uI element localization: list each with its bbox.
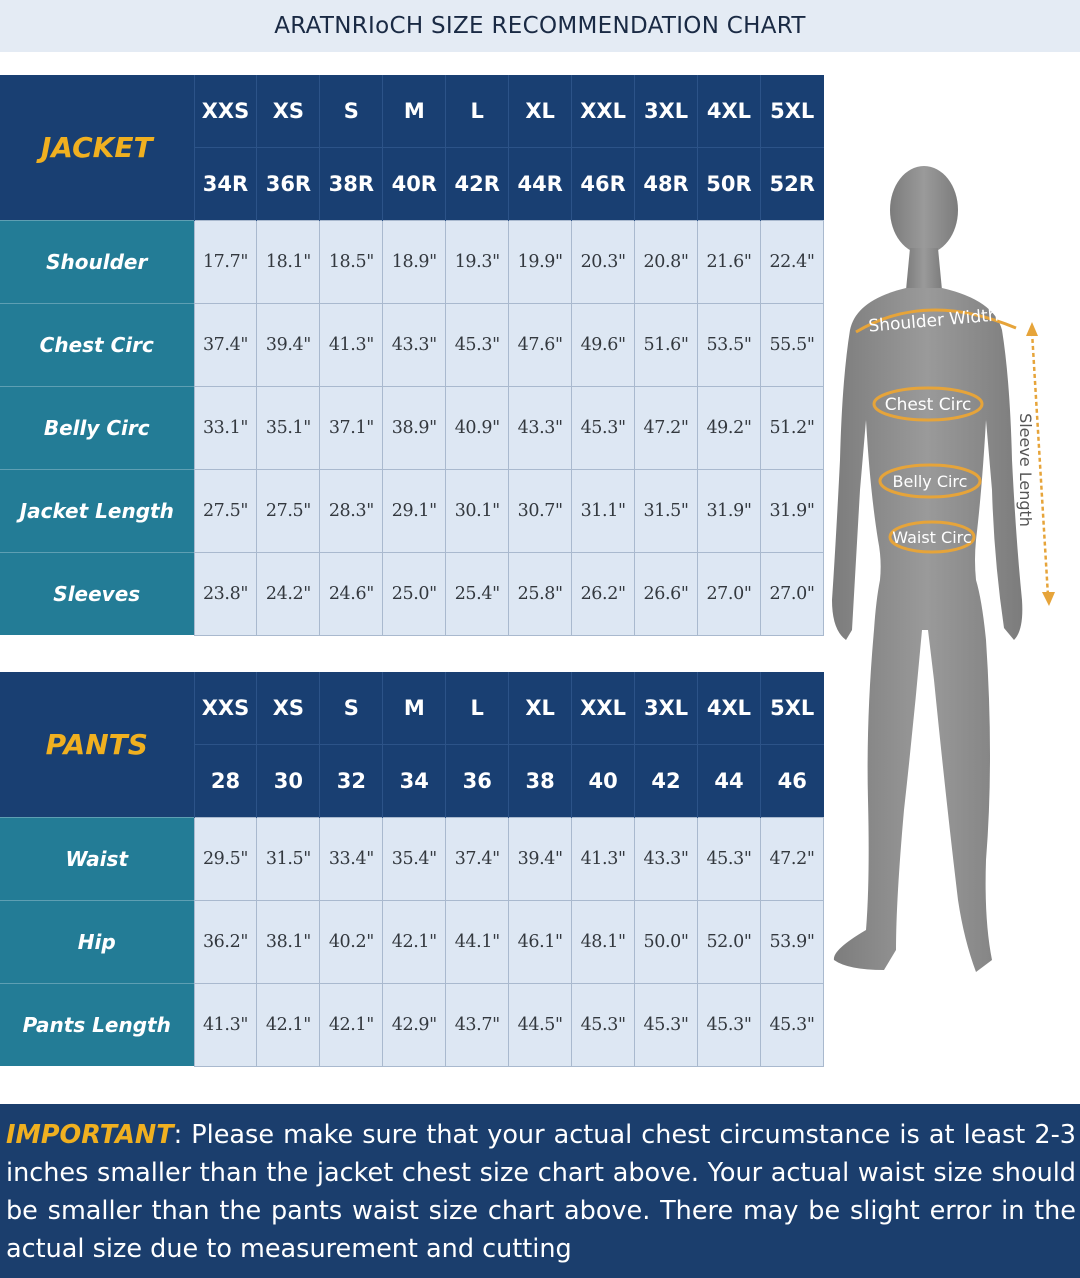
pants-size-code: 44	[698, 744, 761, 817]
jacket-size-code: 38R	[320, 147, 383, 220]
measurement-cell: 51.2"	[760, 386, 823, 469]
measurement-cell: 45.3"	[698, 983, 761, 1066]
jacket-size-code: 44R	[509, 147, 572, 220]
pants-size-header: 3XL	[635, 672, 698, 744]
table-row	[0, 220, 824, 303]
jacket-size-code: 40R	[383, 147, 446, 220]
pants-size-code: 34	[383, 744, 446, 817]
important-body: : Please make sure that your actual chest circumstance is at least 2-3 inches smaller than the jacket chest size chart above. Your actual waist size should be smaller than the pants waist size chart above. There may be slight error in the actual size due to measurement and cutting	[6, 1120, 1076, 1264]
measurement-cell: 47.6"	[509, 303, 572, 386]
measurement-cell: 20.3"	[572, 220, 635, 303]
pants-size-header: XS	[257, 672, 320, 744]
table-row	[0, 900, 824, 983]
pants-heading: PANTS	[0, 672, 194, 817]
jacket-size-header: 5XL	[760, 75, 823, 147]
jacket-heading: JACKET	[0, 75, 194, 220]
row-label: Hip	[0, 900, 194, 983]
measurement-cell: 42.1"	[320, 983, 383, 1066]
jacket-size-header: XL	[509, 75, 572, 147]
measurement-cell: 51.6"	[635, 303, 698, 386]
measurement-cell: 31.5"	[257, 817, 320, 900]
measurement-cell: 22.4"	[760, 220, 823, 303]
measurement-cell: 53.5"	[698, 303, 761, 386]
measurement-cell: 37.1"	[320, 386, 383, 469]
jacket-size-code: 34R	[194, 147, 257, 220]
measurement-cell: 31.5"	[635, 469, 698, 552]
measurement-cell: 31.9"	[698, 469, 761, 552]
measurement-cell: 24.2"	[257, 552, 320, 635]
measurement-cell: 47.2"	[760, 817, 823, 900]
measurement-cell: 30.1"	[446, 469, 509, 552]
jacket-size-code: 50R	[698, 147, 761, 220]
measurement-cell: 17.7"	[194, 220, 257, 303]
jacket-size-header: 4XL	[698, 75, 761, 147]
measurement-cell: 45.3"	[446, 303, 509, 386]
measurement-cell: 49.2"	[698, 386, 761, 469]
measurement-cell: 38.1"	[257, 900, 320, 983]
measurement-cell: 50.0"	[635, 900, 698, 983]
shoulder-width-label: Shoulder Width	[867, 305, 1000, 337]
measurement-cell: 53.9"	[760, 900, 823, 983]
measurement-cell: 45.3"	[572, 983, 635, 1066]
table-row	[0, 552, 824, 635]
measurement-cell: 38.9"	[383, 386, 446, 469]
measurement-cell: 40.9"	[446, 386, 509, 469]
measurement-cell: 44.1"	[446, 900, 509, 983]
measurement-cell: 45.3"	[698, 817, 761, 900]
measurement-cell: 39.4"	[509, 817, 572, 900]
measurement-cell: 29.5"	[194, 817, 257, 900]
measurement-cell: 23.8"	[194, 552, 257, 635]
pants-size-code: 42	[635, 744, 698, 817]
measurement-cell: 25.0"	[383, 552, 446, 635]
jacket-size-header: XS	[257, 75, 320, 147]
measurement-cell: 43.3"	[509, 386, 572, 469]
important-note	[0, 1104, 1080, 1278]
measurement-cell: 37.4"	[194, 303, 257, 386]
row-label: Pants Length	[0, 983, 194, 1066]
measurement-cell: 43.7"	[446, 983, 509, 1066]
measurement-cell: 44.5"	[509, 983, 572, 1066]
chest-circ-label: Chest Circ	[884, 395, 972, 415]
waist-circ-label: Waist Circ	[892, 528, 972, 547]
measurement-cell: 49.6"	[572, 303, 635, 386]
pants-size-header: XXS	[194, 672, 257, 744]
pants-size-header: XXL	[572, 672, 635, 744]
measurement-cell: 33.1"	[194, 386, 257, 469]
pants-size-table	[0, 672, 824, 1067]
pants-size-code: 28	[194, 744, 257, 817]
measurement-cell: 45.3"	[760, 983, 823, 1066]
jacket-size-header: 3XL	[635, 75, 698, 147]
title-bar	[0, 0, 1080, 52]
jacket-size-header: S	[320, 75, 383, 147]
measurement-cell: 27.0"	[698, 552, 761, 635]
important-text	[6, 1116, 1076, 1268]
jacket-size-header: M	[383, 75, 446, 147]
pants-size-header: XL	[509, 672, 572, 744]
measurement-cell: 29.1"	[383, 469, 446, 552]
row-label: Belly Circ	[0, 386, 194, 469]
measurement-cell: 55.5"	[760, 303, 823, 386]
measurement-cell: 30.7"	[509, 469, 572, 552]
jacket-size-table	[0, 75, 824, 636]
jacket-size-code: 52R	[760, 147, 823, 220]
measurement-cell: 27.5"	[194, 469, 257, 552]
pants-size-code: 32	[320, 744, 383, 817]
measurement-cell: 27.5"	[257, 469, 320, 552]
measurement-cell: 19.3"	[446, 220, 509, 303]
measurement-cell: 27.0"	[760, 552, 823, 635]
table-row	[0, 386, 824, 469]
measurement-cell: 39.4"	[257, 303, 320, 386]
measurement-cell: 45.3"	[635, 983, 698, 1066]
measurement-cell: 37.4"	[446, 817, 509, 900]
jacket-size-code: 46R	[572, 147, 635, 220]
pants-size-header: M	[383, 672, 446, 744]
measurement-cell: 18.1"	[257, 220, 320, 303]
jacket-size-code: 48R	[635, 147, 698, 220]
table-row	[0, 817, 824, 900]
measurement-cell: 31.9"	[760, 469, 823, 552]
pants-size-code: 38	[509, 744, 572, 817]
measurement-cell: 26.2"	[572, 552, 635, 635]
measurement-cell: 36.2"	[194, 900, 257, 983]
measurement-cell: 43.3"	[635, 817, 698, 900]
measurement-cell: 35.4"	[383, 817, 446, 900]
pants-size-code: 46	[760, 744, 823, 817]
row-label: Jacket Length	[0, 469, 194, 552]
measurement-cell: 52.0"	[698, 900, 761, 983]
pants-size-header: L	[446, 672, 509, 744]
measurement-cell: 18.5"	[320, 220, 383, 303]
measurement-cell: 45.3"	[572, 386, 635, 469]
measurement-cell: 46.1"	[509, 900, 572, 983]
pants-size-code: 40	[572, 744, 635, 817]
jacket-size-code: 42R	[446, 147, 509, 220]
row-label: Chest Circ	[0, 303, 194, 386]
sleeve-length-label: Sleeve Length	[1016, 413, 1035, 527]
measurement-cell: 40.2"	[320, 900, 383, 983]
measurement-cell: 48.1"	[572, 900, 635, 983]
measurement-cell: 42.1"	[257, 983, 320, 1066]
measurement-cell: 41.3"	[320, 303, 383, 386]
belly-circ-label: Belly Circ	[892, 472, 968, 491]
body-measurement-figure	[826, 160, 1080, 1010]
pants-size-header: 4XL	[698, 672, 761, 744]
row-label: Waist	[0, 817, 194, 900]
jacket-size-code: 36R	[257, 147, 320, 220]
table-row	[0, 983, 824, 1066]
pants-size-code: 36	[446, 744, 509, 817]
measurement-cell: 33.4"	[320, 817, 383, 900]
pants-size-header: 5XL	[760, 672, 823, 744]
jacket-size-header: L	[446, 75, 509, 147]
measurement-cell: 18.9"	[383, 220, 446, 303]
measurement-cell: 43.3"	[383, 303, 446, 386]
measurement-cell: 25.4"	[446, 552, 509, 635]
measurement-cell: 21.6"	[698, 220, 761, 303]
silhouette-shape	[832, 166, 1022, 972]
measurement-cell: 24.6"	[320, 552, 383, 635]
measurement-cell: 41.3"	[194, 983, 257, 1066]
measurement-cell: 28.3"	[320, 469, 383, 552]
jacket-size-header: XXS	[194, 75, 257, 147]
measurement-cell: 26.6"	[635, 552, 698, 635]
page-title: ARATNRIoCH SIZE RECOMMENDATION CHART	[274, 13, 806, 39]
jacket-size-header: XXL	[572, 75, 635, 147]
measurement-cell: 42.1"	[383, 900, 446, 983]
measurement-cell: 19.9"	[509, 220, 572, 303]
row-label: Sleeves	[0, 552, 194, 635]
row-label: Shoulder	[0, 220, 194, 303]
measurement-cell: 31.1"	[572, 469, 635, 552]
measurement-cell: 35.1"	[257, 386, 320, 469]
measurement-cell: 41.3"	[572, 817, 635, 900]
measurement-cell: 47.2"	[635, 386, 698, 469]
measurement-cell: 25.8"	[509, 552, 572, 635]
pants-size-code: 30	[257, 744, 320, 817]
table-row	[0, 469, 824, 552]
measurement-cell: 42.9"	[383, 983, 446, 1066]
pants-size-header: S	[320, 672, 383, 744]
table-row	[0, 303, 824, 386]
important-keyword: IMPORTANT	[6, 1120, 174, 1150]
measurement-cell: 20.8"	[635, 220, 698, 303]
body-silhouette	[826, 160, 1080, 1010]
